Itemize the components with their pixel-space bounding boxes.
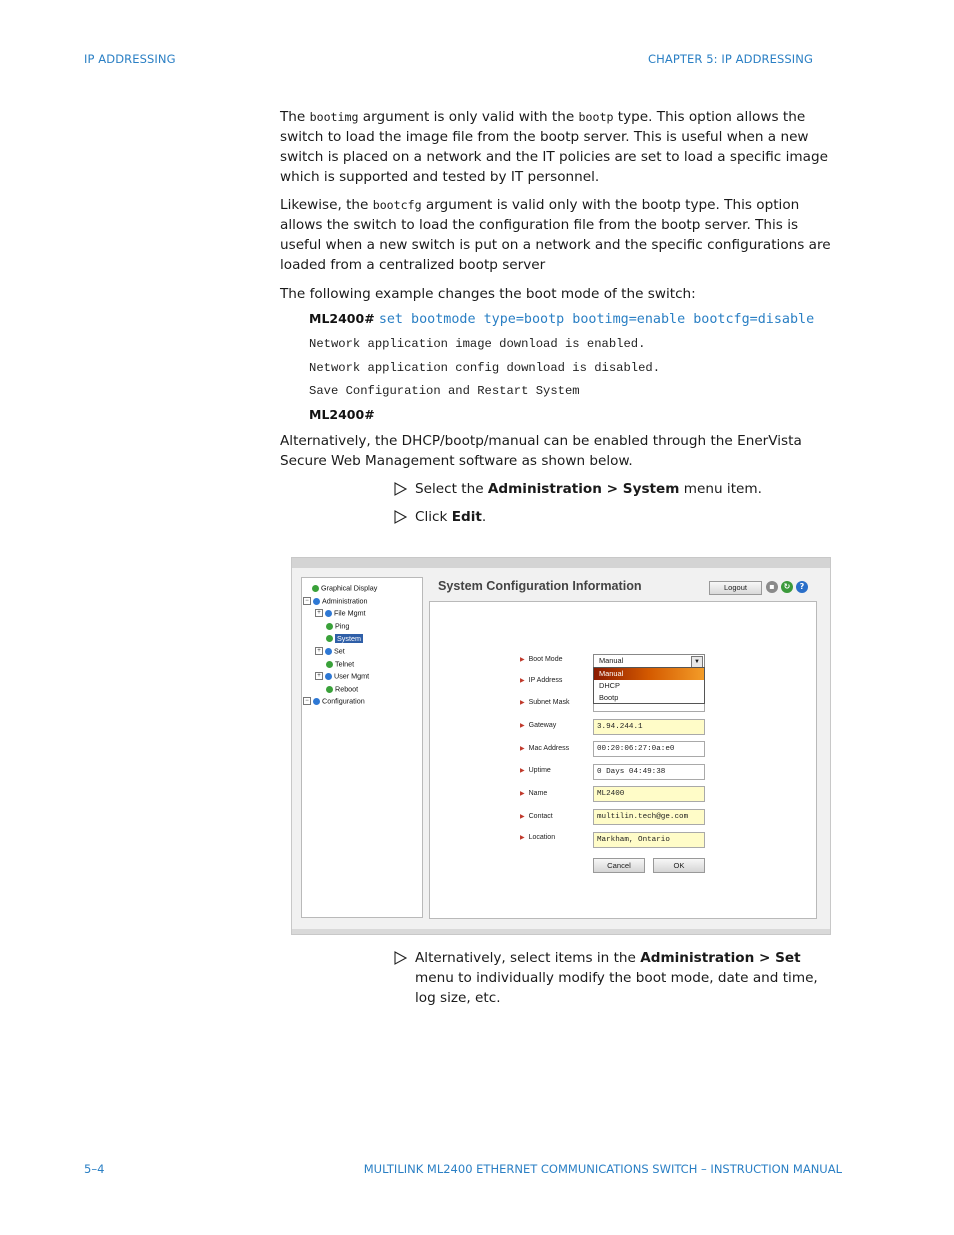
arrow-right-icon: ▶ [520,791,525,797]
nav-item-graphical-display[interactable]: Graphical Display [312,583,377,593]
location-input[interactable]: Markham, Ontario [593,832,705,848]
arrow-right-icon: ▶ [520,835,525,841]
collapse-icon[interactable]: − [303,697,311,705]
save-icon[interactable]: ▪ [766,581,778,593]
subnet-mask-label: ▶ Subnet Mask [520,699,570,706]
blue-dot-icon [313,698,320,705]
triangle-bullet-icon [394,948,408,968]
uptime-field: 0 Days 04:49:38 [593,764,705,780]
triangle-bullet-icon [394,479,408,499]
footer-manual-title: MULTILINK ML2400 ETHERNET COMMUNICATIONS SWITCH – INSTRUCTION MANUAL [363,1162,842,1176]
paragraph-example-intro: The following example changes the boot mode of the switch: [280,286,696,302]
name-input[interactable]: ML2400 [593,786,705,802]
paragraph-enervista: Alternatively, the DHCP/bootp/manual can be enabled through the EnerVista Secure Web Management software as shown below. [280,433,802,469]
cli-command: set bootmode type=bootp bootimg=enable bootcfg=disable [378,312,815,327]
nav-item-configuration[interactable]: − Configuration [303,696,365,706]
cli-output-line: Network application image download is enabled. [309,337,646,351]
window-top-bar [292,558,830,568]
chevron-down-icon[interactable]: ▼ [691,656,703,668]
header-section-title: IP ADDRESSING [84,52,176,66]
arrow-right-icon: ▶ [520,678,525,684]
system-config-screenshot [291,557,831,935]
header-chapter-title: CHAPTER 5: IP ADDRESSING [648,52,813,66]
arrow-right-icon: ▶ [520,700,525,706]
cli-output-line: Network application config download is disabled. [309,361,661,375]
mac-address-label: ▶ Mac Address [520,745,570,752]
nav-item-system[interactable]: System [326,633,363,643]
arrow-right-icon: ▶ [520,814,525,820]
nav-item-set[interactable]: + Set [315,646,345,656]
cancel-button[interactable]: Cancel [593,858,645,873]
boot-mode-label: ▶ Boot Mode [520,656,563,663]
paragraph-bootimg: The bootimg argument is only valid with the bootp type. This option allows the switch to load the image file from the bootp server. This is useful when a new switch is placed on a network and the IT policies are set to load a specific image which is supported and tested by IT personnel. [280,109,828,185]
collapse-icon[interactable]: − [303,597,311,605]
arrow-right-icon: ▶ [520,657,525,663]
nav-tree-panel [301,577,423,918]
code-bootimg: bootimg [309,110,359,124]
green-dot-icon [312,585,319,592]
location-label: ▶ Location [520,834,556,841]
uptime-label: ▶ Uptime [520,767,551,774]
green-dot-icon [326,661,333,668]
example-command-line [309,311,814,327]
boot-mode-option-dhcp[interactable]: DHCP [599,681,620,690]
nav-item-ping[interactable]: Ping [326,621,349,631]
nav-item-file-mgmt[interactable]: + File Mgmt [315,608,366,618]
contact-input[interactable]: multilin.tech@ge.com [593,809,705,825]
ip-address-label: ▶ IP Address [520,677,563,684]
step-item: Alternatively, select items in the Administration > Set menu to individually modify the boot mode, date and time, log size, etc. [394,948,834,992]
nav-item-administration[interactable]: − Administration [303,596,368,606]
boot-mode-option-bootp[interactable]: Bootp [599,693,619,702]
boot-mode-option-manual[interactable]: Manual [594,668,704,680]
boot-mode-select[interactable]: Manual ▼ [593,654,705,668]
nav-item-user-mgmt[interactable]: + User Mgmt [315,671,369,681]
expand-icon[interactable]: + [315,647,323,655]
expand-icon[interactable]: + [315,672,323,680]
mac-address-field: 00:20:06:27:0a:e0 [593,741,705,757]
config-page-title: System Configuration Information [438,579,642,593]
help-icon[interactable]: ? [796,581,808,593]
blue-dot-icon [325,648,332,655]
ok-button[interactable]: OK [653,858,705,873]
gateway-label: ▶ Gateway [520,722,557,729]
logout-button[interactable]: Logout [709,581,762,595]
blue-dot-icon [313,598,320,605]
nav-item-telnet[interactable]: Telnet [326,659,354,669]
cli-final-prompt: ML2400# [309,407,375,422]
paragraph-bootcfg: Likewise, the bootcfg argument is valid only with the bootp type. This option allows the switch to load the configuration file from the bootp server. This is useful when a new switch is put on a network and the specific configurations are loaded from a centralized bootp server [280,197,831,273]
footer-page-number: 5–4 [84,1162,105,1176]
blue-dot-icon [325,673,332,680]
contact-label: ▶ Contact [520,813,553,820]
cli-output-line: Save Configuration and Restart System [309,384,580,398]
gateway-input[interactable]: 3.94.244.1 [593,719,705,735]
cli-prompt: ML2400# [309,311,375,326]
blue-dot-icon [325,610,332,617]
arrow-right-icon: ▶ [520,723,525,729]
arrow-right-icon: ▶ [520,746,525,752]
window-bottom-bar [292,929,830,934]
green-dot-icon [326,686,333,693]
name-label: ▶ Name [520,790,548,797]
green-dot-icon [326,623,333,630]
code-bootp: bootp [578,110,614,124]
green-dot-icon [326,635,333,642]
nav-item-reboot[interactable]: Reboot [326,684,358,694]
triangle-bullet-icon [394,507,408,527]
refresh-icon[interactable]: ↻ [781,581,793,593]
arrow-right-icon: ▶ [520,768,525,774]
expand-icon[interactable]: + [315,609,323,617]
code-bootcfg: bootcfg [372,198,422,212]
boot-mode-dropdown-list [593,667,705,704]
